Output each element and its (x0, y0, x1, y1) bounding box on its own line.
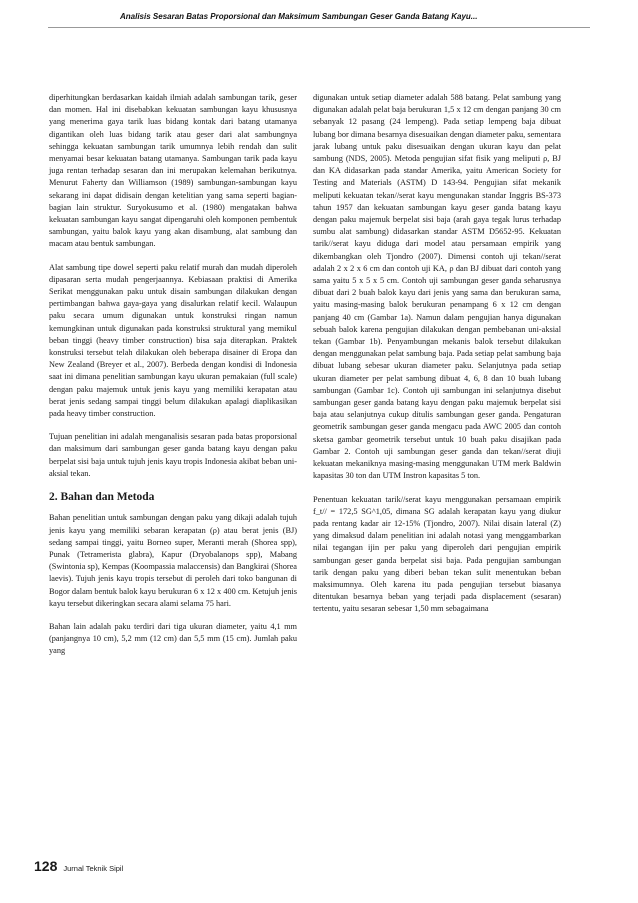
page-footer (34, 858, 123, 874)
right-column (313, 92, 561, 627)
journal-name: Jurnal Teknik Sipil (63, 864, 124, 873)
paragraph: Penentuan kekuatan tarik//serat kayu menggunakan persamaan empirik f_t// = 172,5 SG^1,05, dimana SG adalah kerapatan kayu yang diukur pada rentang kadar air 12-15% (Tjondro, 2007). Nilai disain lateral (Z) yang dimaksud dalam penelitian ini adalah notasi yang menggambarkan nilai tegangan ijin per paku yang diperoleh dari pengujian empirik sambungan geser ganda berpelat sisi baja. Pada pengujian sambungan tarik dengan paku yang diberi beban tekan sulit menentukan beban maksimumnya. Oleh karena itu pada pengujian tersebut biasanya ditentukan besarnya beban yang terjadi pada displacement (sesaran) tertentu, yaitu sesaran sebesar 1,50 mm sebagaimana (313, 494, 561, 614)
paragraph: Tujuan penelitian ini adalah menganalisis sesaran pada batas proporsional dan maksimum dari sambungan geser ganda batang kayu dengan paku berpelat sisi baja untuk tujuh jenis kayu tropis Indonesia akibat beban uni-aksial tekan. (49, 432, 297, 478)
paragraph: Bahan lain adalah paku terdiri dari tiga ukuran diameter, yaitu 4,1 mm (panjangnya 10 cm), 5,2 mm (12 cm) dan 5,5 mm (15 cm). Jumlah paku yang (49, 621, 297, 656)
section-heading: 2. Bahan dan Metoda (49, 491, 155, 504)
header-rule (48, 27, 590, 28)
page-number: 128 (34, 858, 58, 874)
left-column (49, 92, 297, 669)
paragraph: digunakan untuk setiap diameter adalah 588 batang. Pelat sambung yang digunakan adalah pelat baja berukuran 1,5 x 12 cm dengan panjang 30 cm sebanyak 12 pasang (24 lempeng). Pada setiap lempeng baja dibuat lubang bor dimana besarnya disesuaikan dengan diameter paku, sementara jarak lubang untuk paku disesuaikan dengan ukuran kayu dan pelat sambung (NDS, 2005). Metoda pengujian sifat fisik yang meliputi ρ, BJ dan KA didasarkan pada standar Amerika, yaitu American Society for Testing and Materials (ASTM) D 143-94. Pengujian sifat mekanik meliputi kekuatan tekan//serat kayu mengunakan standar Inggris BS-373 tahun 1957 dan kekuatan sambungan kayu geser ganda batang kayu dengan paku majemuk berpelat sisi baja (arah gaya tegak lurus terhadap sumbu alat sambung) didasarkan standar ASTM D5652-95. Kekuatan tarik//serat kayu diduga dari model atau persamaan empirik yang dikembangkan oleh Tjondro (2007). Dimensi contoh uji tekan//serat adalah 2 x 2 x 6 cm dan contoh uji KA, ρ dan BJ dibuat dari contoh yang sama yaitu 5 x 5 x 5 cm. Contoh uji sambungan geser ganda seharusnya dibuat dari 2 buah balok kayu dari jenis yang sama dan berukuran sama, yaitu masing-masing balok berukuran penampang 6 x 12 cm dengan panjang 40 cm (Gambar 1a). Namun dalam pengujian hanya digunakan sebuah balok karena pengujian dilakukan dengan pembebanan uni-aksial tekan (Gambar 1b). Penyambungan mekanis balok tersebut dilakukan dengan menggunakan pelat sambung baja. Pada setiap pelat sambung baja dibuat lubang sebesar ukuran diameter paku. Selanjutnya pada setiap ukuran diameter per pelat sambung dibuat 4, 6, 8 dan 10 buah lubang sambungan (Gambar 1c). Contoh uji sambungan ini selanjutnya disebut sambungan geser ganda batang kayu dengan paku majemuk berpelat sisi baja atau selanjutnya cukup ditulis sambungan geser ganda. Pengaturan geometrik sambungan geser ganda mengacu pada AWC 2005 dan contoh sketsa gambar geometrik tersebut untuk 10 buah paku disajikan pada Gambar 2. Contoh uji sambungan geser ganda dan tekan//serat diuji kekuatan mekaniknya masing-masing menggunakan UTM merk Baldwin kapasitas 30 ton dan UTM Instron kapasitas 5 ton. (313, 93, 561, 481)
running-header: Analisis Sesaran Batas Proporsional dan Maksimum Sambungan Geser Ganda Batang Kayu... (120, 12, 478, 21)
paragraph: Bahan penelitian untuk sambungan dengan paku yang dikaji adalah tujuh jenis kayu yang memiliki sebaran kerapatan (ρ) atau berat jenis (BJ) sedang sampai tinggi, yaitu Borneo super, Meranti merah (Shorea spp), Punak (Tetramerista glabra), Kapur (Dryobalanops spp), Mabang (Swintonia sp), Kempas (Koompassia malaccensis) dan Bangkirai (Shorea laevis). Tujuh jenis kayu tropis tersebut di peroleh dari toko bangunan di Bogor dalam bentuk balok kayu berukuran 6 x 12 x 400 cm. Ketujuh jenis kayu tersebut dikeringkan secara alami selama 75 hari. (49, 513, 297, 608)
paragraph: Alat sambung tipe dowel seperti paku relatif murah dan mudah diperoleh dipasaran serta mudah pengerjaannya. Kebiasaan praktisi di Amerika Serikat menggunakan paku untuk disain sambungan dilakukan dengan pertimbangan bahwa gaya-gaya yang disalurkan relatif kecil. Walaupun paku secara umum digunakan untuk konstruksi ringan namun kemungkinan untuk digunakan pada konstruksi struktural yang memikul beban tinggi (heavy timber construction) bisa saja diterapkan. Praktek konstruksi tersebut telah dilakukan oleh beberapa disainer di Eropa dan New Zealand (Breyer et al., 2007). Berbeda dengan kondisi di Indonesia saat ini dimana penelitian sambungan kayu ukuran pemakaian (full scale) dengan paku majemuk untuk jenis kayu yang memiliki kerapatan atau berat jenis sedang sampai tinggi belum dilakukan apalagi diaplikasikan pada heavy timber construction. (49, 262, 297, 419)
paragraph: diperhitungkan berdasarkan kaidah ilmiah adalah sambungan tarik, geser dan momen. Hal ini disebabkan kekuatan sambungan kayu khususnya yang menerima gaya tarik luas bidang kontak dari batang utamanya digantikan oleh luas bidang tarik atau geser dari alat sambungnya sehingga kekuatan sambungan tarik umumnya lebih rendah dan sulit menyamai besar kekuatan batang utamanya. Sambungan tarik pada kayu juga rentan terhadap sesaran dan ini merupakan kelemahan berikutnya. Menurut Faherty dan Williamson (1989) sambungan-sambungan kayu sekarang ini dapat didisain dengan ketelitian yang sama seperti bagian-bagian lain struktur. Suryokusumo et al. (1980) mengatakan bahwa kekuatan sambungan kayu sangat dipengaruhi oleh komponen pembentuk sambungan, yaitu balok kayu yang akan disambung, alat sambung dan macam atau bentuk sambungan. (49, 93, 297, 249)
